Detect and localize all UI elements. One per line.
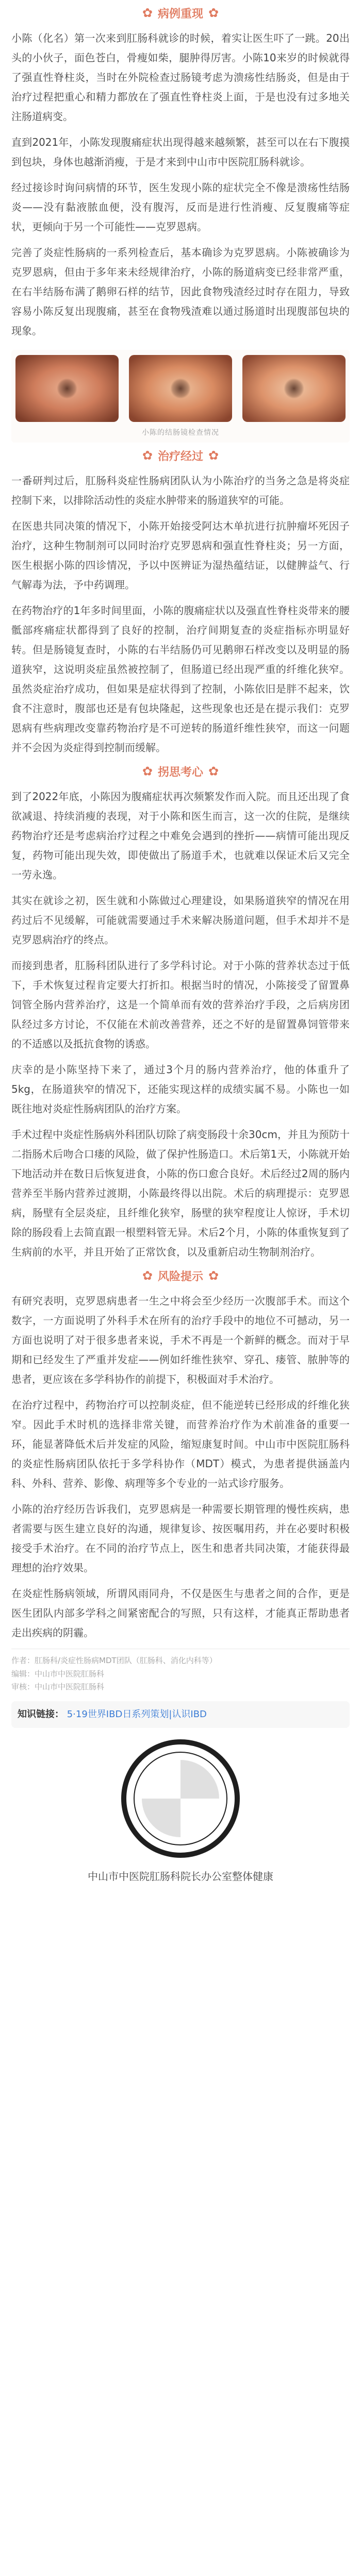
endoscopy-images-row	[15, 355, 346, 422]
section-title-text: 治疗经过	[157, 450, 203, 463]
knowledge-link[interactable]: 5·19世界IBD日系列策划|认识IBD	[67, 1708, 207, 1720]
image-caption: 小陈的结肠镜检查情况	[142, 429, 219, 437]
paragraph: 完善了炎症性肠病的一系列检查后，基本确诊为克罗恩病。小陈被确诊为克罗恩病，但由于多年来未经规律治疗，小陈的肠道病变已经非常严重，在右半结肠布满了鹅卵石样的结节，因此食物残渣经过时存在阻力，导致容易小陈反复出现腹痛，甚至在食物残渣难以通过肠道时出现腹部包块的现象。	[11, 246, 350, 337]
section-title-risk	[11, 1268, 350, 1284]
flower-icon: ✿	[142, 5, 153, 20]
endoscopy-image	[15, 355, 119, 422]
paragraph: 小陈（化名）第一次来到肛肠科就诊的时候，着实让医生吓了一跳。20出头的小伙子，面色苍白，骨瘦如柴，腿肿得厉害。小陈10来岁的时候就得了强直性脊柱炎，当时在外院检查过肠镜考虑为溃疡性结肠炎，但是由于治疗过程把重心和精力都放在了强直性脊柱炎上面，于是也没有过多地关注肠道病变。	[11, 32, 350, 123]
meta-line: 编辑：中山市中医院肛肠科	[11, 1669, 105, 1679]
paragraph: 在医患共同决策的情况下，小陈开始接受阿达木单抗进行抗肿瘤坏死因子治疗，这种生物制剂可以同时治疗克罗恩病和强直性脊柱炎；另一方面，医生根据小陈的四诊情况，予以中医辨证为湿热蕴结证，以健脾益气、行气解毒为法，予中药调理。	[11, 520, 350, 591]
paragraph: 经过接诊时询问病情的环节，医生发现小陈的症状完全不像是溃疡性结肠炎——没有黏液脓血便，没有腹泻，反而是进行性消瘦、反复腹痛等症状，更倾向于另一个可能性——克罗恩病。	[11, 181, 350, 233]
section-title-text: 风险提示	[157, 1270, 203, 1283]
section-title-case-review	[11, 5, 350, 21]
flower-icon: ✿	[208, 448, 219, 463]
section-title-text: 病例重现	[157, 8, 203, 21]
section-title-text: 拐思考心	[157, 766, 203, 779]
section-risk	[11, 1268, 350, 1642]
knowledge-link-bar	[11, 1701, 350, 1728]
section-reflection	[11, 764, 350, 1262]
paragraph: 有研究表明，克罗恩病患者一生之中将会至少经历一次腹部手术。而这个数字，一方面说明了外科手术在所有的治疗手段中的地位不可撼动，另一方面也说明了对于很多患者来说，手术不再是一个新鲜的概念。而对于早期和已经发生了严重并发症——例如纤维性狭窄、穿孔、瘘管、脓肿等的患者，更应该在多学科协作的前提下，积极面对手术治疗。	[11, 1295, 350, 1385]
flower-icon: ✿	[142, 1268, 153, 1283]
paragraph: 直到2021年，小陈发现腹痛症状出现得越来越频繁，甚至可以在右下腹摸到包块，身体也越渐消瘦，于是才来到中山市中医院肛肠科就诊。	[11, 136, 350, 168]
flower-icon: ✿	[208, 764, 219, 778]
organization-text: 中山市中医院肛肠科院长办公室整体健康	[88, 1870, 273, 1883]
article-page	[0, 5, 361, 2576]
paragraph: 在炎症性肠病领域，所谓风雨同舟，不仅是医生与患者之间的合作，更是医生团队内部多学科之间紧密配合的写照，只有这样，才能真正帮助患者走出疾病的阴霾。	[11, 1587, 350, 1639]
hospital-logo	[121, 1739, 240, 1858]
endoscopy-image	[242, 355, 346, 422]
section-treatment	[11, 448, 350, 757]
paragraph: 在药物治疗的1年多时间里面，小陈的腹痛症状以及强直性脊柱炎带来的腰骶部疼痛症状都得到了良好的控制，治疗间期复查的炎症指标亦明显好转。但是肠镜复查时，小陈的右半结肠仍可见鹅卵石样改变以及明显的肠道狭窄，这说明炎症虽然被控制了，但肠道已经出现严重的纤维化狭窄。虽然炎症治疗成功，但如果是症状得到了控制，小陈依旧是胖不起来，饮食不注意时，腹部也还是有包块隆起，这些现象也还是在提示我们：克罗恩病有些病理改变靠药物治疗是不可逆转的肠道纤维性狭窄，而这一问题并不会因为炎症得到控制而缓解。	[11, 604, 350, 754]
meta-line: 作者：肛肠科/炎症性肠病MDT团队（肛肠科、消化内科等）	[11, 1656, 217, 1665]
section-case-review	[11, 5, 350, 443]
endoscopy-image-strip	[11, 350, 350, 443]
paragraph: 手术过程中炎症性肠病外科团队切除了病变肠段十余30cm，并且为预防十二指肠术后吻合口瘘的风险，做了保护性肠造口。术后第1天，小陈就开始下地活动并在数日后恢复进食，小陈的伤口愈合良好。术后经过2周的肠内营养至半肠内营养过渡期，小陈最终得以出院。术后的病理提示：克罗恩病，肠壁有全层炎症，且纤维化狭窄，肠壁的狭窄程度让人惊讶，手术切除的肠段看上去简直跟一根塑料管无异。术后2个月，小陈的体重恢复到了生病前的水平，并且开始了正常饮食，以及重新启动生物制剂治疗。	[11, 1128, 350, 1258]
knowledge-link-label: 知识链接：	[18, 1708, 64, 1720]
article-meta	[11, 1649, 350, 1694]
endoscopy-image	[129, 355, 232, 422]
paragraph: 庆幸的是小陈坚持下来了，通过3个月的肠内营养治疗，他的体重升了5kg，在肠道狭窄的情况下，还能实现这样的成绩实属不易。小陈也一如既往地对炎症性肠病团队的治疗方案。	[11, 1063, 350, 1115]
paragraph: 其实在就诊之初，医生就和小陈做过心理建设，如果肠道狭窄的情况在用药过后不见缓解，可能就需要通过手术来解决肠道问题，但手术却并不是克罗恩病治疗的终点。	[11, 894, 350, 946]
paragraph: 到了2022年底，小陈因为腹痛症状再次频繁发作而入院。而且还出现了食欲减退、持续消瘦的表现，对于小陈和医生而言，这一次的住院，是继续药物治疗还是考虑病治疗过程之中难免会遇到的挫折——病情可能出现反复，药物可能出现失效，即使做出了肠道手术，也就难以保证术后又完全一劳永逸。	[11, 790, 350, 881]
paragraph: 而接到患者，肛肠科团队进行了多学科讨论。对于小陈的营养状态过于低下，手术恢复过程肯定要大打折扣。根据当时的情况，小陈接受了留置鼻饲管全肠内营养治疗，这是一个简单而有效的营养治疗手段，之后病房团队经过多方讨论，不仅能在术前改善营养，还之不好的是留置鼻饲管带来的不适感以及抵抗食物的诱惑。	[11, 959, 350, 1050]
bottom-spacer	[11, 1883, 350, 1894]
paragraph: 一番研判过后，肛肠科炎症性肠病团队认为小陈治疗的当务之急是将炎症控制下来，以排除活动性的炎症水肿带来的肠道狭窄的可能。	[11, 474, 350, 506]
flower-icon: ✿	[142, 764, 153, 778]
hospital-logo-mark	[142, 1760, 219, 1837]
flower-icon: ✿	[142, 448, 153, 463]
paragraph: 在治疗过程中，药物治疗可以控制炎症，但不能逆转已经形成的纤维化狭窄。因此手术时机的选择非常关键，而营养治疗作为术前准备的重要一环，能显著降低术后并发症的风险，缩短康复时间。中山市中医院肛肠科的炎症性肠病团队依托于多学科协作（MDT）模式，为患者提供涵盖内科、外科、营养、影像、病理等多个专业的一站式诊疗服务。	[11, 1399, 350, 1489]
flower-icon: ✿	[208, 5, 219, 20]
paragraph: 小陈的治疗经历告诉我们，克罗恩病是一种需要长期管理的慢性疾病，患者需要与医生建立良好的沟通，规律复诊、按医嘱用药，并在必要时积极接受手术治疗。在不同的治疗节点上，医生和患者共同决策，才能获得最理想的治疗效果。	[11, 1503, 350, 1574]
section-title-reflection	[11, 764, 350, 779]
flower-icon: ✿	[208, 1268, 219, 1283]
section-title-treatment	[11, 448, 350, 464]
meta-line: 审核：中山市中医院肛肠科	[11, 1682, 105, 1691]
